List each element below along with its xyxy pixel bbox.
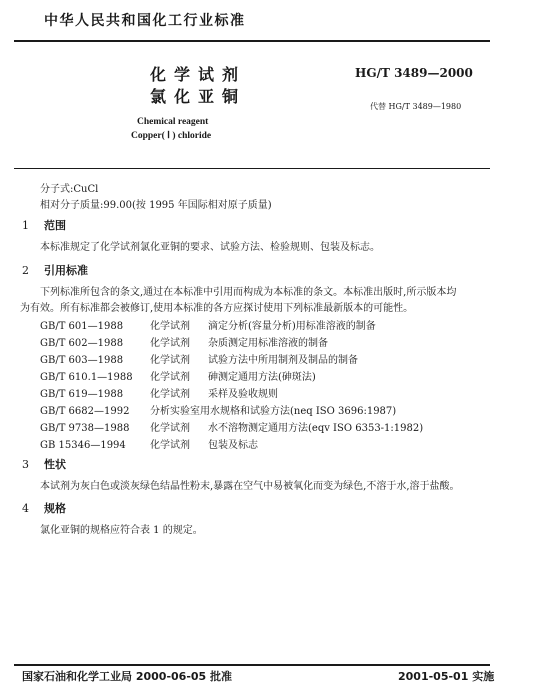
reference-item (40, 436, 258, 451)
reference-category: 化学试剂 (150, 355, 190, 366)
reference-code: GB/T 610.1—1988 (40, 372, 133, 383)
footer-rule (14, 664, 490, 666)
reference-item (40, 419, 423, 434)
reference-category: 化学试剂 (150, 440, 190, 451)
reference-title: 水不溶物测定通用方法(eqv ISO 6353-1:1982) (208, 423, 424, 434)
section-number: 1 (22, 219, 29, 232)
section-title: 性状 (44, 458, 66, 471)
reference-title: 分析实验室用水规格和试验方法(neq ISO 3696:1987) (150, 406, 397, 417)
section-4-body: 氯化亚铜的规格应符合表 1 的规定。 (40, 525, 203, 536)
section-title: 范围 (44, 219, 66, 232)
reference-item (40, 351, 358, 366)
section-3-heading (22, 456, 66, 472)
section-2-heading (22, 262, 88, 278)
title-en-line1: Chemical reagent (137, 117, 209, 127)
reference-code: GB/T 602—1988 (40, 338, 124, 349)
approval-line: 国家石油和化学工业局 2000-06-05 批准 (22, 670, 233, 683)
reference-category: 化学试剂 (150, 389, 190, 400)
standard-category-title: 中华人民共和国化工行业标准 (44, 13, 246, 29)
section-number: 4 (22, 502, 29, 515)
replaces-note: 代替 HG/T 3489—1980 (370, 102, 462, 111)
reference-title: 滴定分析(容量分析)用标准溶液的制备 (208, 321, 376, 332)
section-title: 引用标准 (44, 264, 88, 277)
section-title: 规格 (44, 502, 66, 515)
title-cn-line1: 化学试剂 (150, 65, 247, 84)
section-2-body-line1: 下列标准所包含的条文,通过在本标准中引用而构成为本标准的条文。本标准出版时,所示版本均 (40, 287, 457, 298)
standard-number: HG/T 3489—2000 (355, 66, 473, 80)
reference-category: 化学试剂 (150, 321, 190, 332)
reference-category: 化学试剂 (150, 338, 190, 349)
reference-item (40, 317, 376, 332)
section-1-body: 本标准规定了化学试剂氯化亚铜的要求、试验方法、检验规则、包装及标志。 (40, 242, 380, 253)
title-en-line2: Copper( Ⅰ ) chloride (131, 131, 212, 141)
title-cn-line2: 氯化亚铜 (150, 87, 247, 106)
section-number: 2 (22, 264, 29, 277)
implementation-date: 2001-05-01 实施 (398, 670, 495, 683)
title-rule (14, 168, 490, 169)
section-2-body-line2: 为有效。所有标准都会被修订,使用本标准的各方应探讨使用下列标准最新版本的可能性。 (20, 303, 414, 314)
reference-title: 采样及验收规则 (208, 389, 278, 400)
reference-item (40, 385, 278, 400)
reference-title: 试验方法中所用制剂及制品的制备 (208, 355, 358, 366)
reference-code: GB/T 619—1988 (40, 389, 124, 400)
section-3-body: 本试剂为灰白色或淡灰绿色结晶性粉末,暴露在空气中易被氧化而变为绿色,不溶于水,溶于盐酸。 (40, 481, 460, 492)
section-1-heading (22, 217, 66, 233)
reference-item (40, 334, 328, 349)
reference-code: GB/T 9738—1988 (40, 423, 130, 434)
reference-title: 杂质测定用标准溶液的制备 (208, 338, 328, 349)
reference-code: GB 15346—1994 (40, 440, 126, 451)
molecular-formula: 分子式:CuCl (40, 184, 99, 195)
reference-category: 化学试剂 (150, 423, 190, 434)
reference-title: 砷测定通用方法(砷斑法) (208, 372, 316, 383)
section-4-heading (22, 500, 66, 516)
reference-code: GB/T 603—1988 (40, 355, 124, 366)
relative-molecular-mass: 相对分子质量:99.00(按 1995 年国际相对原子质量) (40, 200, 272, 211)
reference-item (40, 402, 396, 417)
reference-code: GB/T 6682—1992 (40, 406, 130, 417)
reference-code: GB/T 601—1988 (40, 321, 124, 332)
reference-title: 包装及标志 (208, 440, 258, 451)
reference-category: 化学试剂 (150, 372, 190, 383)
reference-item (40, 368, 316, 383)
section-number: 3 (22, 458, 29, 471)
header-rule (14, 40, 490, 42)
